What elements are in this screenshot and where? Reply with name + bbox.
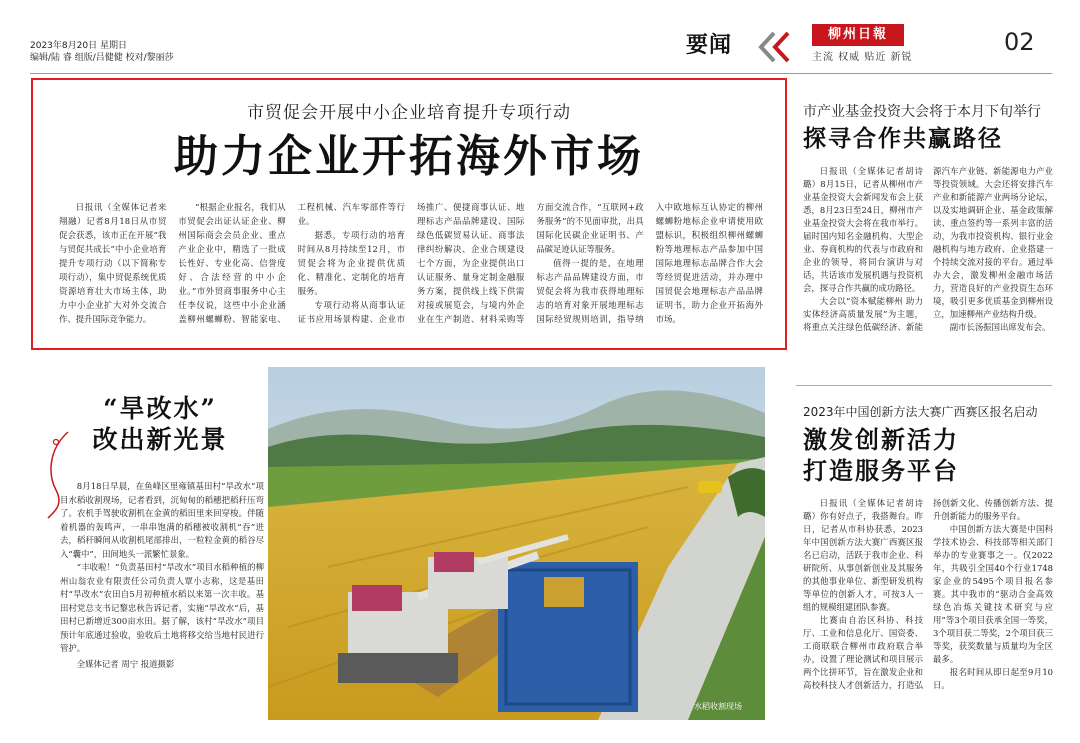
paragraph: 报名时间从即日起至9月10日。 xyxy=(933,667,1053,690)
paragraph: “丰收啦！”负责基田村“旱改水”项目水稻种植的柳州山翁农业有限责任公司负责人覃小志称，这是基田村“旱改水”农田自5月初种植水稻以来第一次丰收。基田村党总支书记黎忠秋告诉记者，实施“旱改水”后，基田村已新增近300亩水田。据了解，该村“旱改水”项目预计年底通过验收，验收后土地将移交给当地村民进行管护。 xyxy=(60,562,264,653)
photo-story-headline xyxy=(60,393,260,455)
dateline-date: 2023年8月20日 星期日 xyxy=(30,41,127,51)
photo-caption: 水稻收割现场 xyxy=(694,702,742,711)
photo-story-body xyxy=(60,480,264,714)
paragraph: “根据企业报名，我们从市贸促会出证认证企业、柳州国际商会会员企业、重点产业企业中，精选了一批成长性好、专业化高、信誉度好、合法经营的中小企业。”市外贸商事服务中心主任李仪说，这些中小企业涵盖柳州螺蛳粉、智能家电、工程机械、汽车零部件等行业。 xyxy=(178,202,405,324)
masthead xyxy=(0,0,1080,78)
page-number: 02 xyxy=(1004,28,1035,56)
innovation-story-body xyxy=(803,497,1053,733)
paragraph: 副市长汤振国出席发布会。 xyxy=(949,322,1051,332)
paragraph: 值得一提的是，在地理标志产品品牌建设方面，市贸促会将为我市获得地理标志的培育对象开展地理标志国际经贸规则培训，指导纳入中欧地标互认协定的柳州螺蛳粉地标企业申请使用欧盟标识，积极组织柳州螺蛳粉等地理标志产品参加中国国际地理标志品牌合作大会等经贸促进活动，并办理中国贸促会地理标志产品品牌证明书，助力企业开拓海外市场。 xyxy=(536,202,763,324)
lead-story xyxy=(31,78,787,350)
paragraph: 据悉，专项行动的培育时间从8月持续至12月，市贸促会将为企业提供优质化、精准化、定制化的培育服务。 xyxy=(297,230,405,296)
masthead-divider xyxy=(30,73,1052,74)
dateline xyxy=(30,40,174,64)
paragraph: 日报讯（全媒体记者胡诗璐）8月15日，记者从柳州市产业基金投资大会新闻发布会上获悉，8月23日至24日，柳州市产业基金投资大会将在我市举行。届时国内知名金融机构、大型企业、券商机构的代表与市政府和企业的领导，将同台演讲与对话，共话该市发展机遇与投资机会，探寻合作共赢的成功路径。 xyxy=(803,166,923,293)
fund-story-kicker: 市产业基金投资大会将于本月下旬举行 xyxy=(803,104,1041,120)
lead-headline: 助力企业开拓海外市场 xyxy=(174,131,644,182)
dateline-staff: 编辑/陆 睿 组版/吕健健 校对/黎丽莎 xyxy=(30,53,174,63)
newspaper-logo: 柳州日報 xyxy=(812,24,904,46)
column-divider xyxy=(796,385,1052,386)
section-name: 要闻 xyxy=(686,33,733,58)
paragraph: 日报讯（全媒体记者胡诗璐）你有好点子，我搭舞台。昨日，记者从市科协获悉，2023年中国创新方法大赛广西赛区报名已启动，活跃于我市企业、科研院所、从事创新创业及其服务的其他事业单位、新型研发机构等单位的创新人才，可按3人一组的规模组建团队参赛。 xyxy=(803,498,923,612)
lead-body xyxy=(59,200,763,342)
harvest-photo xyxy=(268,367,765,720)
headline-line: 打造服务平台 xyxy=(803,456,959,485)
chevron-left-icon xyxy=(770,30,792,64)
paragraph: 专项行动将从商事认证证书应用场景构建、企业市场推广、便捷商事认证、地理标志产品品牌建设、国际绿色低碳贸易认证、商事法律纠纷解决、企业合规建设七个方面，为企业提供出口认证服务、量身定制金融服务方案，提供线上线下供需对接或展览会，与境内外企业在生产制造、材料采购等方面交流合作，“互联网+政务服务”的不见面审批，出具国际化民碳企业证明书、产品碳足迹认证等服务。 xyxy=(297,202,644,324)
fund-story-headline: 探寻合作共赢路径 xyxy=(803,125,1003,152)
paragraph: 比赛由自治区科协、科技厅、工业和信息化厅、国资委、工商联联合柳州市政府联合举办，设置了理论测试和项目展示两个比拼环节，旨在激发企业和高校科技人才创新活力，打造弘扬创新文化、传播创新方法、提升创新能力的服务平台。 xyxy=(803,498,1053,690)
logo-slogan: 主流 权威 贴近 新锐 xyxy=(812,52,913,63)
headline-line: 激发创新活力 xyxy=(803,425,959,454)
paragraph: 中国创新方法大赛是中国科学技术协会、科技部等相关部门举办的专业赛事之一。仅2022年，共吸引全国40个行业1748家企业的5495个项目报名参赛。其中我市的“驱动合金高效绿色冶炼关键技术研究与应用”等3个项目获承全国一等奖，3个项目获二等奖，2个项目获三等奖，获奖数量与质量均为全区最多。 xyxy=(933,524,1053,664)
fund-story-body xyxy=(803,165,1053,371)
headline-line: 改出新光景 xyxy=(92,425,228,454)
paragraph: 大会以“资本赋能柳州 助力实体经济高质量发展”为主题，将重点关注绿色低碳经济、新能源汽车产业链、新能源电力产业等投资领域。大会还将安排汽车产业和新能源产业两场分论坛，以及实地调研企业、基金政策解读、重点签约等一系列丰富的活动，为我市投资机构、银行业金融机构与地方政府、企业搭建一个持续交流对接的平台。通过举办大会，激发柳州金融市场活力，营造良好的产业投资生态环境，吸引更多优质基金到柳州设立，加速柳州产业结构升级。 xyxy=(803,166,1053,332)
lead-kicker: 市贸促会开展中小企业培育提升专项行动 xyxy=(247,103,571,123)
photo-credit: 全媒体记者 周宁 报道摄影 xyxy=(76,658,175,669)
paragraph: 日报讯（全媒体记者来翔融）记者8月18日从市贸促会获悉，该市正在开展“我与贸促共成长”中小企业培育提升专项行动（以下简称专项行动），集中贸促系统优质资源培育壮大市场主体，助力中小企业扩大对外交流合作、提升国际竞争能力。 xyxy=(59,202,167,324)
paragraph: 8月18日早晨，在鱼峰区里雍镇基田村“旱改水”项目水稻收割现场，记者看到，沉甸甸的稻穗把稻秆压弯了。农机手驾驶收割机在金黄的稻田里来回穿梭。伴随着机器的轰鸣声，一串串饱满的稻穗被收割机“吞”进去，稻秆瞬间从收割机尾部排出，一粒粒金黄的稻谷尽入“囊中”，田间地头一派繁忙景象。 xyxy=(60,481,264,559)
innovation-story-kicker: 2023年中国创新方法大赛广西赛区报名启动 xyxy=(803,405,1038,419)
innovation-story-headline xyxy=(803,424,959,486)
headline-line: “旱改水” xyxy=(103,394,217,423)
